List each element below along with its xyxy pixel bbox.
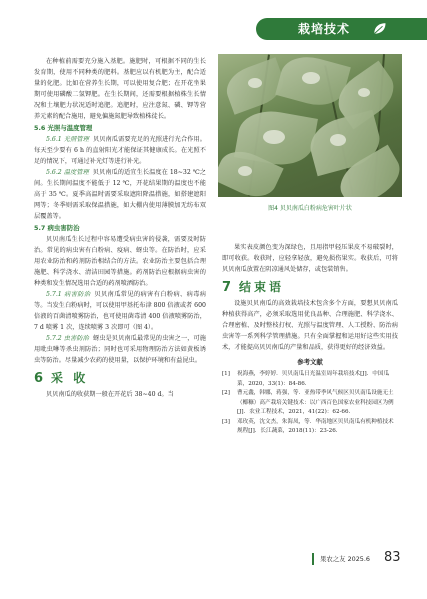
subsection-heading: 5.7 病虫害防治 <box>34 224 80 232</box>
subsection-heading: 5.6 光照与温度管理 <box>34 124 93 132</box>
paragraph-text: 贝贝南瓜需要充足的光照进行光合作用。每天至少要有 6 h 的直射阳光才能保证其健康成长。在光照不足的情况下，可通过补光灯等进行补光。 <box>34 136 206 165</box>
paragraph-text: 贝贝南瓜的适宜生长温度在 18~32 ℃之间。生长期间温度不能低于 12 ℃，开花结果期的温度也不能高于 35 ℃。夏季高温时需要采取遮阳降温措施，如搭建遮阳网等；冬季则需采取保温措施，如大棚内使用薄膜加无纺布双层覆盖等。 <box>34 169 206 220</box>
section-tag: 栽培技术 <box>298 22 351 36</box>
figure-caption: 图4 贝贝南瓜白粉病危害叶片状 <box>268 205 352 212</box>
subsection-label: 5.6.1 光照管理 <box>46 136 89 143</box>
paragraph: 设施贝贝南瓜的高效栽培技术包含多个方面，要想贝贝南瓜种植获得高产，必须采取选用优良品种、合理施肥、科学浇水、合理密植、及时整枝打杈、光照与温度管理、人工授粉、防治病虫害等一系列科学管理措施。只有全面掌握和运用好这些实用技术，才能提高贝贝南瓜的产量和品质，获得更好的经济效益。 <box>222 300 398 351</box>
subsection-label: 5.6.2 温度管理 <box>46 169 89 176</box>
journal-name: 果农之友 2025.6 <box>320 555 370 563</box>
reference-item <box>222 370 398 389</box>
reference-number: [3] <box>222 418 230 425</box>
figure-photo <box>218 54 402 197</box>
section-title: 结束语 <box>239 280 285 294</box>
paragraph <box>34 289 206 333</box>
reference-number: [2] <box>222 390 230 396</box>
subsection-label: 5.7.2 虫害防治 <box>46 335 89 342</box>
section-number: 6 <box>34 371 44 386</box>
section-heading <box>34 373 206 384</box>
paragraph: 果实表皮颜色变为深绿色，且用指甲轻压果皮不易破裂时，即可收获。收获时，应轻拿轻放，避免损伤果实。收获后，可将贝贝南瓜放置在阴凉通风处储存，或包装销售。 <box>222 244 398 273</box>
subsection-label: 5.7.1 病害防治 <box>46 291 91 298</box>
right-column <box>222 242 398 552</box>
left-column <box>34 56 206 554</box>
footer-divider <box>312 553 314 565</box>
section-heading <box>222 282 398 293</box>
paragraph: 在种植前需要充分施入基肥。施肥时，可根据不同的生长发育期，使用不同种类的肥料。基肥应以有机肥为主，配合适量的化肥。比如在营养生长期，可以使用复合肥；在开花坐果期可使用磷酸二氢钾肥。在生长期间，还需要根据植株生长情况和土壤肥力状况适时追肥。追肥时，应注意氮、磷、钾等营养元素的配合施用，避免偏施氮肥导致植株徒长。 <box>34 58 206 120</box>
page-number: 83 <box>384 550 401 565</box>
paragraph-text: 贝贝南瓜常见的病害有白粉病、病毒病等。当发生白粉病时，可以使用甲基托布津 800 倍液或者 600 倍液的百菌清喷雾防治，也可使用菌毒清 400 倍液喷雾防治，7 d 喷雾 1 次，连续喷雾 3 次即可（图 4）。 <box>34 291 206 331</box>
reference-number: [1] <box>222 371 230 377</box>
reference-text: 曹元鑫，韩娜，蒋强，等．亚热带季风气候区贝贝南瓜设施无土（椰糠）高产栽培关键技术：以广西百色国家农业科技园区为例[J]．农业工程技术，2021，41(22)：62-66. <box>237 390 394 415</box>
reference-item <box>222 389 398 418</box>
reference-text: 邓玫英，沈文杰，朱海凤，等．华南地区贝贝南瓜有机种植技术规程[J]．长江蔬菜，2018(11)：23-26. <box>237 418 394 434</box>
reference-item <box>222 418 398 437</box>
paragraph <box>34 333 206 366</box>
paragraph: 贝贝南瓜的收获期一般在开花后 38~40 d。当 <box>46 391 174 398</box>
references-title: 参考文献 <box>297 358 323 366</box>
paragraph-text: 蚜虫是贝贝南瓜最常见的虫害之一，可施用吡虫啉等杀虫剂防治；同时也可采用物理防治方法如黄板诱虫等防治。尽量减少农药的使用量，以保护环境和有益昆虫。 <box>34 335 206 364</box>
paragraph <box>34 134 206 167</box>
paragraph: 贝贝南瓜生长过程中容易遭受病虫害的侵袭，需要及时防治。常见的病虫害有白粉病、疫病、蚜虫等。在防治时，应采用农业防治和药剂防治相结合的方法。农业防治主要包括合理施肥、科学浇水、清洁田园等措施。药剂防治应根据病虫害的种类和发生情况选用合适的药剂喷洒防治。 <box>34 236 206 287</box>
paragraph <box>34 167 206 222</box>
section-title: 采 收 <box>51 371 89 385</box>
section-number: 7 <box>222 280 232 295</box>
reference-text: 祝海燕，李婷婷．贝贝南瓜日光温室周年栽培技术[J]．中国瓜菜，2020，33(1)：84-86. <box>237 371 390 387</box>
leaf-icon <box>372 21 387 36</box>
